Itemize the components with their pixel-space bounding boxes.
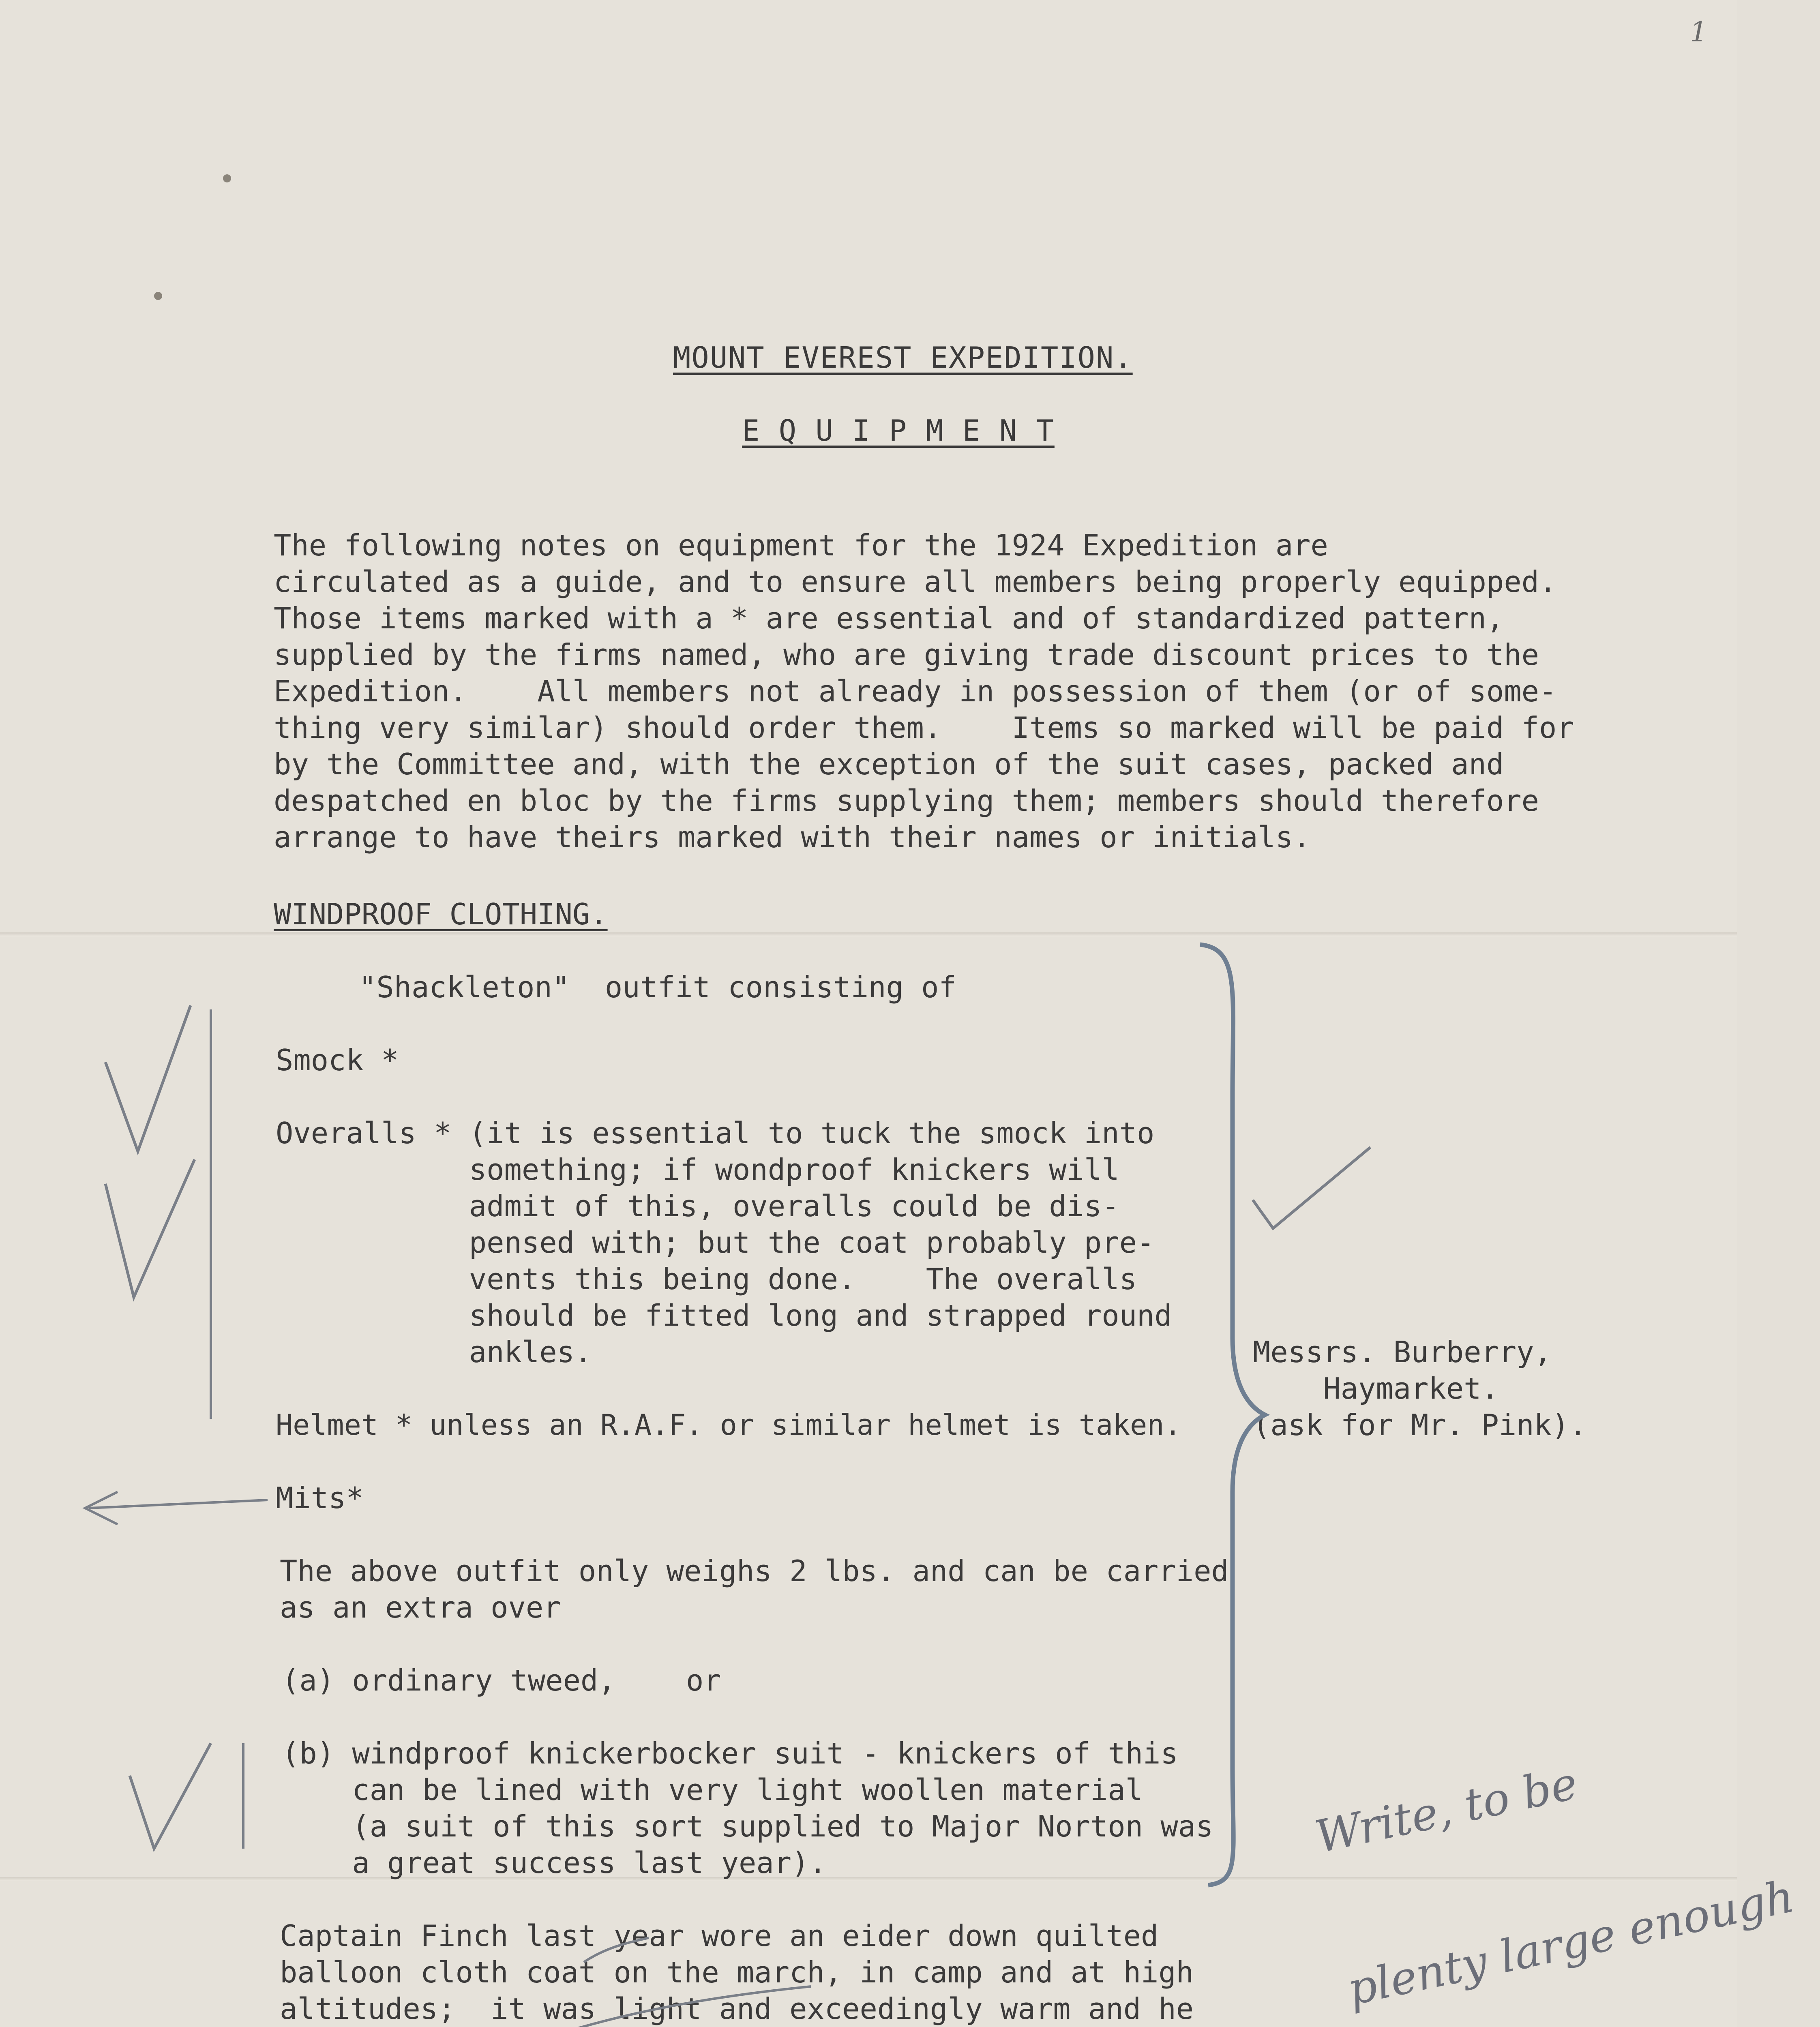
outfit-weight-line: as an extra over xyxy=(280,1590,561,1624)
overalls-line: admit of this, overalls could be dis- xyxy=(276,1189,1119,1223)
curly-brace-mark xyxy=(1200,945,1265,1885)
option-b-line: can be lined with very light woollen material xyxy=(282,1773,1143,1807)
pin-hole xyxy=(223,174,231,182)
overalls-line: pensed with; but the coat probably pre- xyxy=(276,1226,1155,1260)
overalls-line: should be fitted long and strapped round xyxy=(276,1298,1172,1333)
supplier-line: Haymarket. xyxy=(1253,1371,1499,1406)
intro-line: despatched en bloc by the firms supplying them; members should therefore xyxy=(274,784,1539,818)
outfit-weight-line: The above outfit only weighs 2 lbs. and can be carried xyxy=(280,1554,1229,1588)
option-b-line: a great success last year). xyxy=(282,1846,827,1880)
option-a: (a) ordinary tweed, or xyxy=(282,1663,721,1697)
tick-mark xyxy=(130,1743,211,1849)
document-title: MOUNT EVEREST EXPEDITION. xyxy=(673,341,1133,375)
overalls-line: vents this being done. The overalls xyxy=(276,1262,1137,1296)
item-helmet: Helmet * unless an R.A.F. or similar helmet is taken. xyxy=(276,1408,1181,1442)
tick-mark xyxy=(105,1159,195,1297)
strike-mark xyxy=(584,1938,649,1962)
tick-mark xyxy=(1253,1147,1370,1228)
overalls-line: something; if wondproof knickers will xyxy=(276,1153,1119,1187)
intro-line: thing very similar) should order them. Items so marked will be paid for xyxy=(274,711,1574,745)
tick-mark xyxy=(105,1005,191,1151)
page-number-top: 1 xyxy=(1690,16,1708,48)
handwritten-note-line: Write, to be xyxy=(1311,1757,1582,1863)
intro-line: circulated as a guide, and to ensure all members being properly equipped. xyxy=(274,565,1557,599)
strike-mark xyxy=(499,1986,811,2027)
item-mits: Mits* xyxy=(276,1481,364,1515)
arrow-mark xyxy=(89,1500,268,1508)
section-heading-windproof: WINDPROOF CLOTHING. xyxy=(274,897,608,931)
pin-hole xyxy=(154,292,162,300)
finch-line: Captain Finch last year wore an eider down quilted xyxy=(280,1919,1159,1953)
finch-line: altitudes; it was light and exceedingly warm and he xyxy=(280,1992,1194,2026)
item-smock: Smock * xyxy=(276,1043,399,1077)
option-b-line: (b) windproof knickerbocker suit - knickers of this xyxy=(282,1736,1178,1770)
supplier-line: Messrs. Burberry, xyxy=(1253,1335,1552,1369)
intro-line: supplied by the firms named, who are giving trade discount prices to the xyxy=(274,638,1539,672)
finch-line: balloon cloth coat on the march, in camp and at high xyxy=(280,1955,1194,1989)
intro-line: by the Committee and, with the exception of the suit cases, packed and xyxy=(274,747,1504,781)
supplier-line: (ask for Mr. Pink). xyxy=(1253,1408,1587,1442)
intro-line: Expedition. All members not already in possession of them (or of some- xyxy=(274,674,1557,708)
option-b-line: (a suit of this sort supplied to Major Norton was xyxy=(282,1809,1213,1843)
handwritten-note-line: plenty large enough xyxy=(1343,1870,1799,2016)
intro-line: Those items marked with a * are essential and of standardized pattern, xyxy=(274,601,1504,635)
overalls-line: ankles. xyxy=(276,1335,592,1369)
overalls-line: Overalls * (it is essential to tuck the smock into xyxy=(276,1116,1155,1150)
intro-line: The following notes on equipment for the 1924 Expedition are xyxy=(274,528,1328,562)
intro-line: arrange to have theirs marked with their names or initials. xyxy=(274,820,1311,854)
shackleton-outfit: "Shackleton" outfit consisting of xyxy=(359,970,956,1004)
document-subtitle: E Q U I P M E N T xyxy=(742,414,1055,448)
